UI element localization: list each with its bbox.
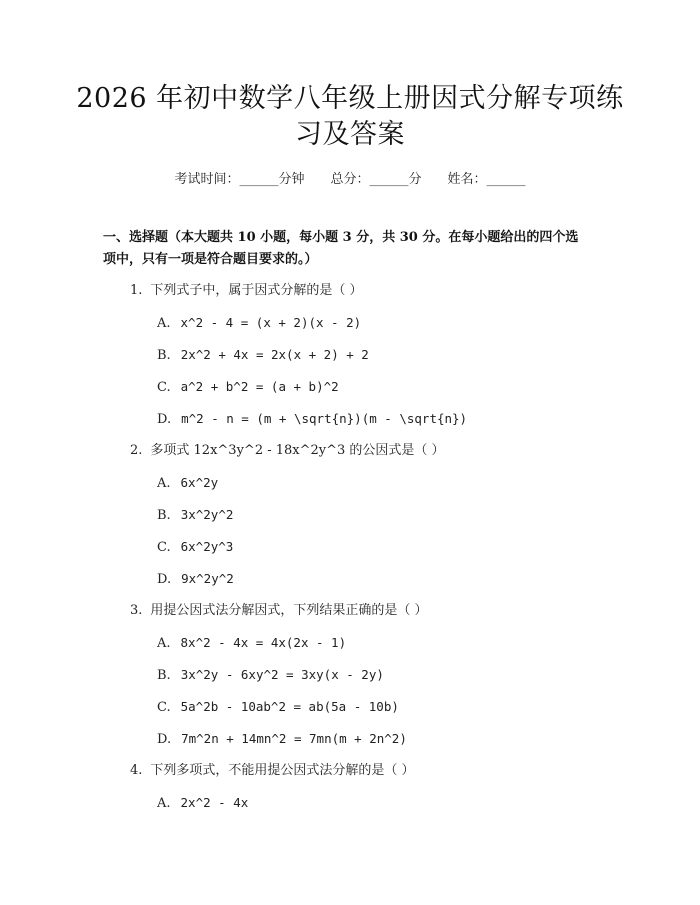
option-text: 8x^2 - 4x = 4x(2x - 1): [180, 635, 347, 650]
question-1-option-b: [157, 346, 369, 365]
option-letter: C.: [157, 700, 171, 715]
question-text: 多项式 12x^3y^2 - 18x^2y^3 的公因式是（ ）: [150, 443, 445, 458]
question-2-option-c: [157, 538, 233, 557]
question-number: 1.: [130, 283, 143, 298]
total-score-label: 总分：______分: [330, 172, 422, 187]
exam-info: [0, 168, 700, 187]
section-heading-line1: 一、选择题（本大题共 10 小题，每小题 3 分，共 30 分。在每小题给出的四个选: [103, 230, 579, 245]
question-1-option-a: [157, 314, 361, 333]
page-title-line1: 2026 年初中数学八年级上册因式分解专项练: [76, 83, 624, 114]
question-3-option-c: [157, 698, 399, 717]
option-text: 6x^2y: [180, 475, 219, 490]
option-letter: B.: [157, 348, 171, 363]
question-text: 下列式子中，属于因式分解的是（ ）: [150, 283, 363, 298]
question-number: 3.: [130, 603, 143, 618]
option-text: m^2 - n = (m + \sqrt{n})(m - \sqrt{n}): [181, 411, 468, 426]
option-letter: C.: [157, 540, 171, 555]
option-letter: D.: [157, 572, 172, 587]
option-letter: B.: [157, 668, 171, 683]
exam-time-label: 考试时间：______分钟: [174, 172, 305, 187]
student-name-label: 姓名：______: [447, 172, 526, 187]
question-3-option-b: [157, 666, 384, 685]
option-letter: C.: [157, 380, 171, 395]
page-title-line2: 习及答案: [295, 119, 405, 150]
question-text: 用提公因式法分解因式，下列结果正确的是（ ）: [150, 603, 428, 618]
question-text: 下列多项式，不能用提公因式法分解的是（ ）: [150, 763, 415, 778]
question-1-option-c: [157, 378, 339, 397]
option-letter: D.: [157, 412, 172, 427]
question-number: 2.: [130, 443, 143, 458]
question-3-option-a: [157, 634, 346, 653]
question-2: [130, 442, 445, 460]
option-text: x^2 - 4 = (x + 2)(x - 2): [180, 315, 362, 330]
option-text: 3x^2y^2: [180, 507, 234, 522]
option-letter: D.: [157, 732, 172, 747]
option-text: a^2 + b^2 = (a + b)^2: [180, 379, 339, 394]
option-text: 2x^2 + 4x = 2x(x + 2) + 2: [180, 347, 369, 362]
question-2-option-b: [157, 506, 233, 525]
option-text: 5a^2b - 10ab^2 = ab(5a - 10b): [180, 699, 399, 714]
section-heading-line2: 项中，只有一项是符合题目要求的。）: [103, 252, 318, 267]
option-letter: A.: [157, 316, 171, 331]
option-text: 2x^2 - 4x: [180, 795, 249, 810]
question-1-option-d: [157, 410, 467, 429]
option-text: 3x^2y - 6xy^2 = 3xy(x - 2y): [180, 667, 384, 682]
question-3-option-d: [157, 730, 407, 749]
question-1: [130, 282, 363, 300]
question-2-option-d: [157, 570, 234, 589]
option-letter: A.: [157, 476, 171, 491]
option-text: 7m^2n + 14mn^2 = 7mn(m + 2n^2): [181, 731, 407, 746]
option-text: 6x^2y^3: [180, 539, 234, 554]
question-4: [130, 762, 415, 780]
question-3: [130, 602, 428, 620]
option-text: 9x^2y^2: [181, 571, 234, 586]
question-4-option-a: [157, 794, 248, 813]
option-letter: A.: [157, 796, 171, 811]
option-letter: A.: [157, 636, 171, 651]
question-number: 4.: [130, 763, 143, 778]
question-2-option-a: [157, 474, 218, 493]
option-letter: B.: [157, 508, 171, 523]
